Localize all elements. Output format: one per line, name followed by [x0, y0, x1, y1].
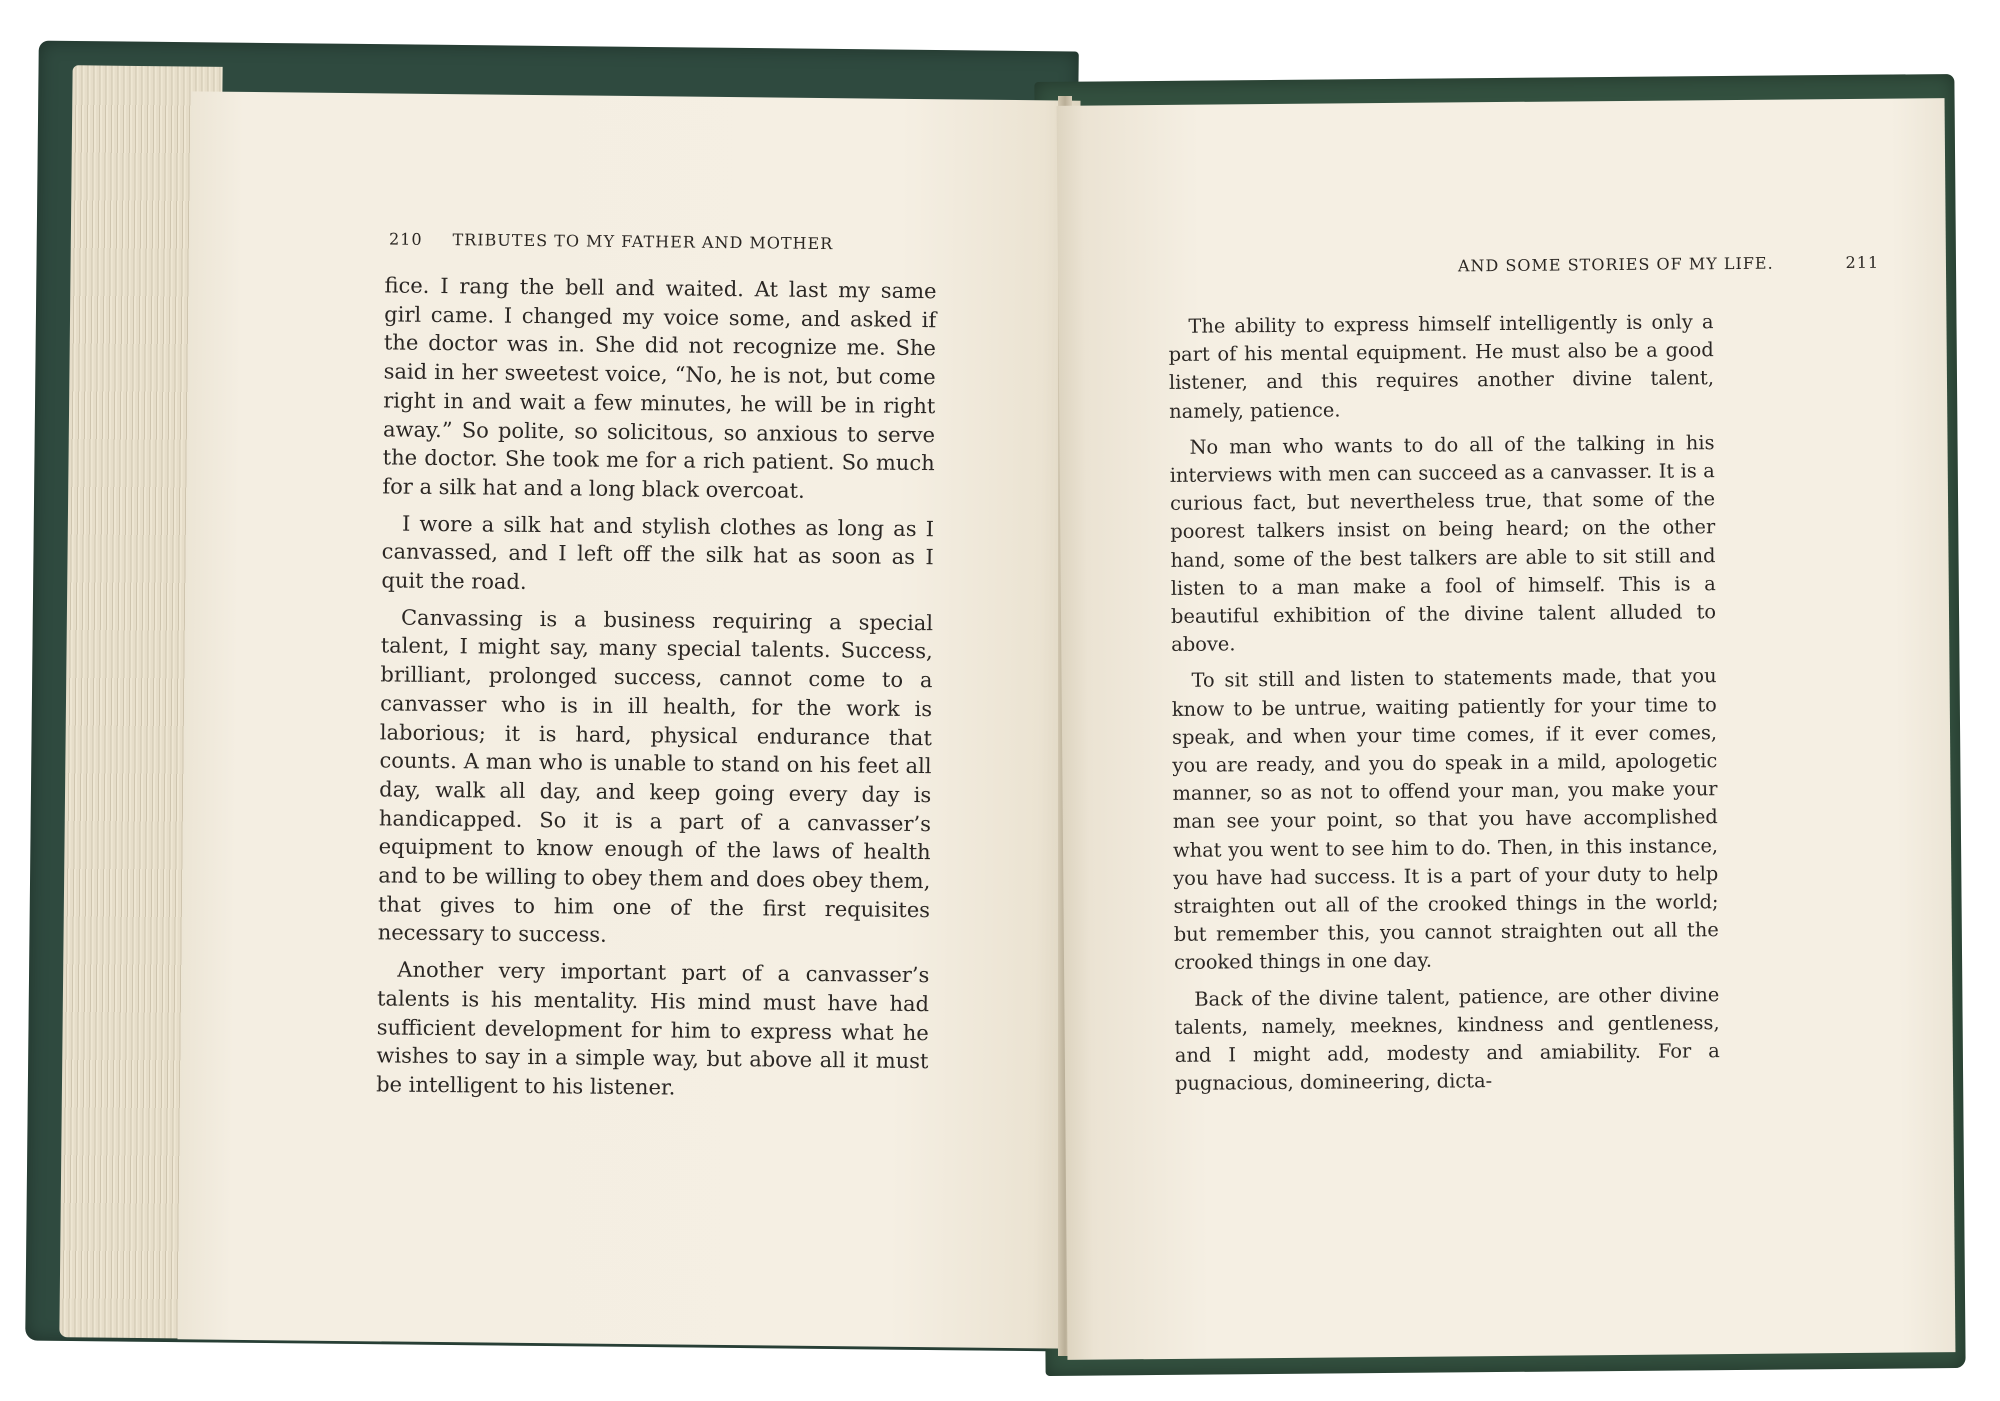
right-paragraph-1: The ability to express himself intelligently is only a part of his mental equipment. He must also be a good listener, and this requires another divine talent, namely, patience. — [1168, 310, 1715, 423]
left-paragraph-3: Canvassing is a business requiring a special talent, I might say, many special talents. Success, brilliant, prolonged success, cannot come to a canvasser who is in ill health, for the work is laborious; it is hard, physical endurance that counts. A man who is unable to stand on his feet all day, walk all day, and keep going every day is handicapped. So it is a part of a canvasser’s equipment to know enough of the laws of health and to be willing to obey them and does obey them, that gives to him one of the first requisites necessary to success. — [377, 605, 934, 948]
right-running-head: AND SOME STORIES OF MY LIFE. — [1457, 253, 1774, 276]
left-paragraph-4: Another very important part of a canvasser’s talents is his mentality. His mind must have had sufficient development for him to express what he wishes to say in a simple way, but above all it must be intelligent to his listener. — [376, 957, 930, 1100]
right-paragraph-3: To sit still and listen to statements made, that you know to be untrue, waiting patiently for your time to speak, and when your time comes, if it ever comes, you are ready, and you do speak in a mild, apologetic manner, so as not to offend your man, you make your man see your point, so that you have accomplished what you went to see him to do. Then, in this instance, you have had success. It is a part of your duty to help straighten out all of the crooked things in the world; but remember this, you cannot straighten out all the crooked things in one day. — [1171, 664, 1719, 975]
right-paragraph-2: No man who wants to do all of the talking in his interviews with men can succeed as a canvasser. It is a curious fact, but nevertheless true, that some of the poorest talkers insist on being heard; on the other hand, some of the best talkers are able to sit still and listen to a man make a fool of himself. This is a beautiful exhibition of the divine talent alluded to above. — [1169, 430, 1717, 657]
right-running-header — [1458, 253, 1879, 276]
left-running-head: TRIBUTES TO MY FATHER AND MOTHER — [452, 230, 834, 254]
left-page-number: 210 — [388, 229, 423, 249]
left-paragraph-2: I wore a silk hat and stylish clothes as long as I canvassed, and I left off the silk hat as soon as I quit the road. — [381, 511, 935, 594]
right-body-text — [1168, 308, 1720, 1106]
right-page-number: 211 — [1845, 252, 1880, 273]
left-paragraph-1: fice. I rang the bell and waited. At last my same girl came. I changed my voice some, and asked if the doctor was in. She did not recognize me. She said in her sweetest voice, “No, he is not, but come right in and wait a few minutes, he will be in right away.” So polite, so solicitous, so anxious to serve the doctor. She took me for a rich patient. So much for a silk hat and a long black overcoat. — [382, 273, 937, 503]
right-paragraph-4: Back of the divine talent, patience, are other divine talents, namely, meeknes, kindness and gentleness, and I might add, modesty and amiability. For a pugnacious, domineering, dicta- — [1174, 982, 1720, 1096]
left-running-header — [389, 229, 833, 253]
left-page — [177, 91, 1080, 1348]
right-page — [1057, 98, 1956, 1360]
left-body-text — [376, 271, 937, 1112]
